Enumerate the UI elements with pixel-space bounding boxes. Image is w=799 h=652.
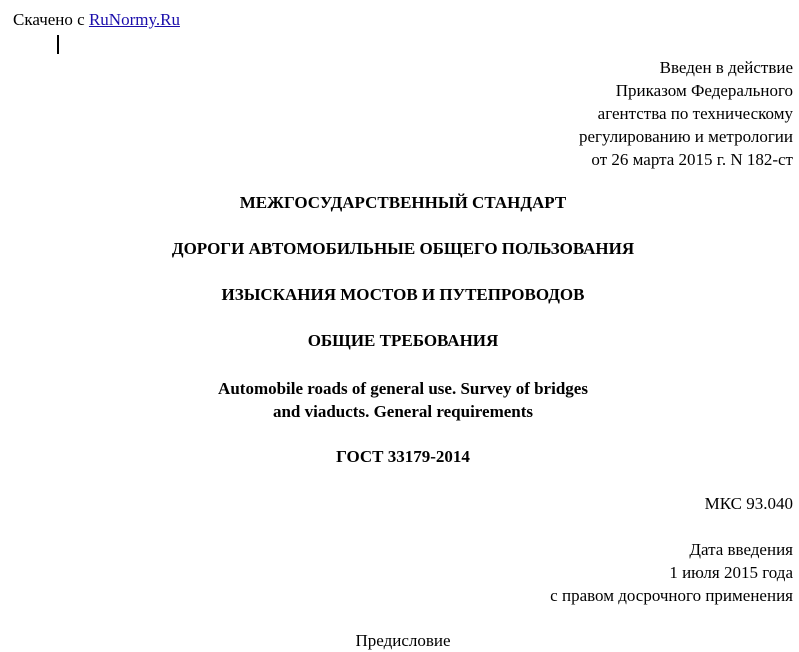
standard-title-line-1: ДОРОГИ АВТОМОБИЛЬНЫЕ ОБЩЕГО ПОЛЬЗОВАНИЯ [171,239,635,258]
english-title-line: Automobile roads of general use. Survey of bridges [218,379,588,398]
standard-code: ГОСТ 33179-2014 [336,447,470,466]
introduction-line: с правом досрочного применения [550,586,793,605]
approval-line: Введен в действие [659,58,793,77]
approval-line: агентства по техническому [597,104,793,123]
text-cursor [57,35,59,54]
approval-block [579,56,793,171]
approval-line: от 26 марта 2015 г. N 182-ст [591,150,793,169]
introduction-line: 1 июля 2015 года [669,563,793,582]
preface-heading: Предисловие [355,631,451,650]
approval-line: Приказом Федерального [615,81,793,100]
standard-type-heading: МЕЖГОСУДАРСТВЕННЫЙ СТАНДАРТ [239,193,567,212]
approval-line: регулированию и метрологии [578,127,793,146]
english-title [0,377,799,423]
mks-code: МКС 93.040 [704,494,793,513]
source-line [13,9,180,31]
source-prefix: Скачено с [13,10,89,29]
runormy-link[interactable]: RuNormy.Ru [88,10,180,29]
introduction-date-block [550,538,793,607]
standard-title-line-2: ИЗЫСКАНИЯ МОСТОВ И ПУТЕПРОВОДОВ [221,285,585,304]
english-title-line: and viaducts. General requirements [272,402,534,421]
introduction-line: Дата введения [689,540,793,559]
standard-title-line-3: ОБЩИЕ ТРЕБОВАНИЯ [307,331,499,350]
